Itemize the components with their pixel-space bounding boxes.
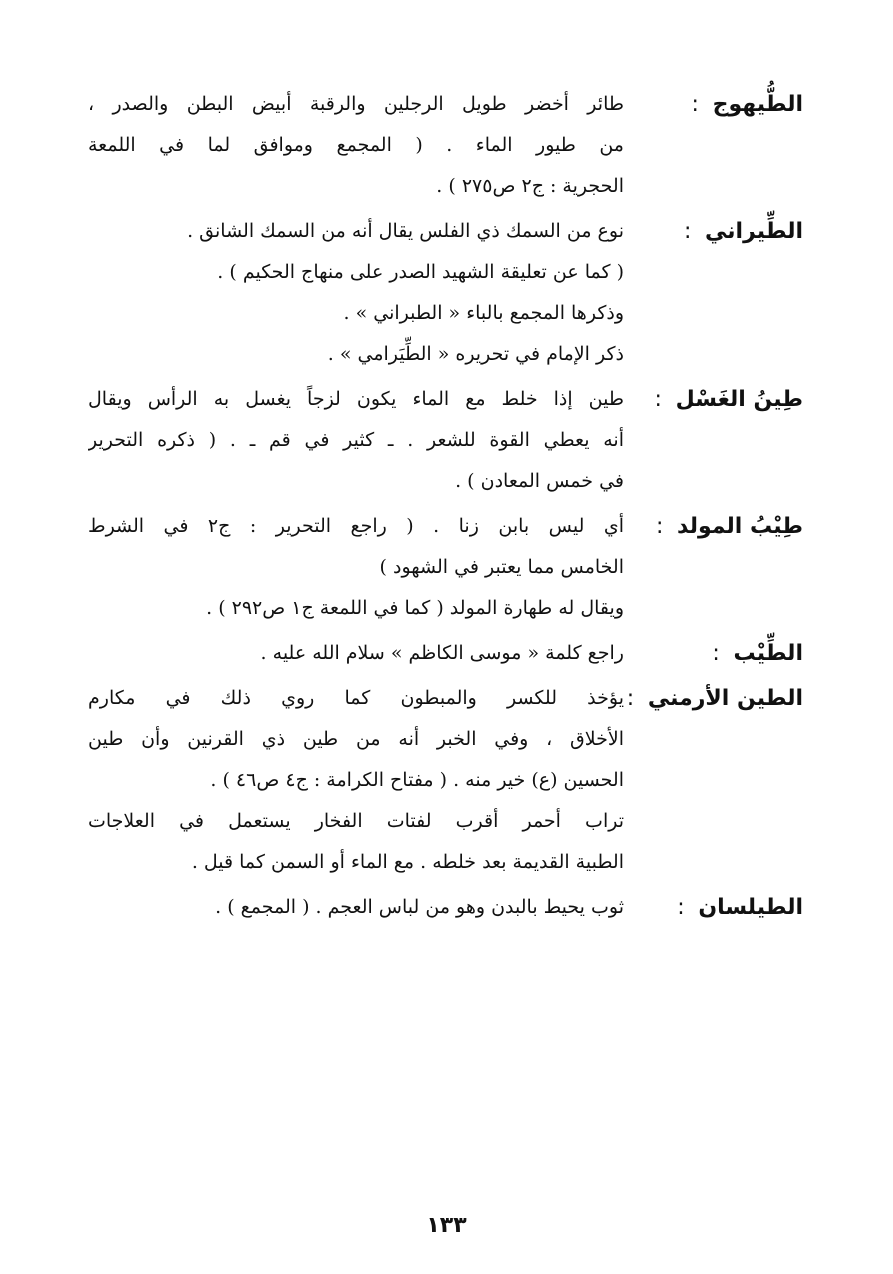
term-text: طِينُ الغَسْل bbox=[675, 387, 803, 412]
entry-definition bbox=[88, 211, 624, 375]
entries-list bbox=[88, 84, 803, 932]
definition-line: ثوب يحيط بالبدن وهو من لباس العجم . ( المجمع ) . bbox=[215, 896, 624, 918]
term-text: الطِّيْب bbox=[733, 641, 803, 666]
term-colon: : bbox=[626, 686, 635, 711]
definition-line: أي ليس بابن زنا . ( راجع التحرير : ج٢ في الشرط bbox=[88, 515, 624, 537]
definition-line: الحسين (ع) خير منه . ( مفتاح الكرامة : ج٤ ص٤٦ ) . bbox=[210, 769, 624, 791]
definition-line: الأخلاق ، وفي الخبر أنه من طين ذي القرنين وأن طين bbox=[88, 728, 624, 750]
entry-term bbox=[677, 887, 803, 928]
entry-definition bbox=[88, 633, 624, 674]
entry-term bbox=[626, 678, 803, 719]
entry-term bbox=[691, 84, 803, 125]
definition-line: الحجرية : ج٢ ص٢٧٥ ) . bbox=[436, 175, 624, 197]
definition-line: أنه يعطي القوة للشعر . ـ كثير في قم ـ . ( ذكره التحرير bbox=[88, 429, 624, 451]
definition-line: طين إذا خلط مع الماء يكون لزجاً يغسل به الرأس ويقال bbox=[88, 388, 624, 410]
entry-term bbox=[683, 211, 803, 252]
entry-definition bbox=[88, 887, 624, 928]
page-number: ١٣٣ bbox=[426, 1213, 467, 1238]
definition-line: راجع كلمة « موسى الكاظم » سلام الله عليه . bbox=[260, 642, 624, 664]
definition-line: ويقال له طهارة المولد ( كما في اللمعة ج١ ص٢٩٢ ) . bbox=[206, 597, 624, 619]
entry-altayrani bbox=[88, 211, 803, 375]
term-text: الطيلسان bbox=[698, 895, 803, 920]
entry-altaylasan bbox=[88, 887, 803, 928]
term-colon: : bbox=[691, 92, 699, 117]
entry-definition bbox=[88, 678, 624, 883]
entry-altib bbox=[88, 633, 803, 674]
term-colon: : bbox=[683, 219, 692, 244]
term-text: الطُّيهوج bbox=[712, 92, 803, 117]
definition-line: تراب أحمر أقرب لفتات الفخار يستعمل في العلاجات bbox=[88, 810, 624, 832]
term-text: طِيْبُ المولد bbox=[677, 514, 803, 539]
entry-definition bbox=[88, 84, 624, 207]
definition-line: طائر أخضر طويل الرجلين والرقبة أبيض البطن والصدر ، bbox=[88, 93, 624, 115]
entry-term bbox=[655, 506, 803, 547]
entry-term bbox=[654, 379, 803, 420]
term-colon: : bbox=[712, 641, 720, 666]
definition-line: في خمس المعادن ) . bbox=[455, 470, 624, 492]
entry-definition bbox=[88, 506, 624, 629]
definition-line: من طيور الماء . ( المجمع وموافق لما في اللمعة bbox=[88, 134, 624, 156]
definition-line: الخامس مما يعتبر في الشهود ) bbox=[379, 556, 624, 578]
definition-line: يؤخذ للكسر والمبطون كما روي ذلك في مكارم bbox=[88, 687, 624, 709]
term-text: الطِّيراني bbox=[705, 219, 803, 244]
term-text: الطين الأرمني bbox=[647, 686, 803, 711]
definition-line: ذكر الإمام في تحريره « الطِّيَرامي » . bbox=[327, 343, 624, 365]
entry-altin-alarmani bbox=[88, 678, 803, 883]
term-colon: : bbox=[654, 387, 662, 412]
definition-line: ( كما عن تعليقة الشهيد الصدر على منهاج الحكيم ) . bbox=[217, 261, 624, 283]
definition-line: الطبية القديمة بعد خلطه . مع الماء أو السمن كما قيل . bbox=[191, 851, 624, 873]
term-colon: : bbox=[655, 514, 664, 539]
entry-tin-alghasl bbox=[88, 379, 803, 502]
definition-line: وذكرها المجمع بالباء « الطبراني » . bbox=[343, 302, 624, 324]
entry-tib-almawlid bbox=[88, 506, 803, 629]
entry-definition bbox=[88, 379, 624, 502]
entry-term bbox=[691, 633, 803, 674]
definition-line: نوع من السمك ذي الفلس يقال أنه من السمك الشانق . bbox=[187, 220, 624, 242]
entry-altayhuj bbox=[88, 84, 803, 207]
term-colon: : bbox=[677, 895, 685, 920]
